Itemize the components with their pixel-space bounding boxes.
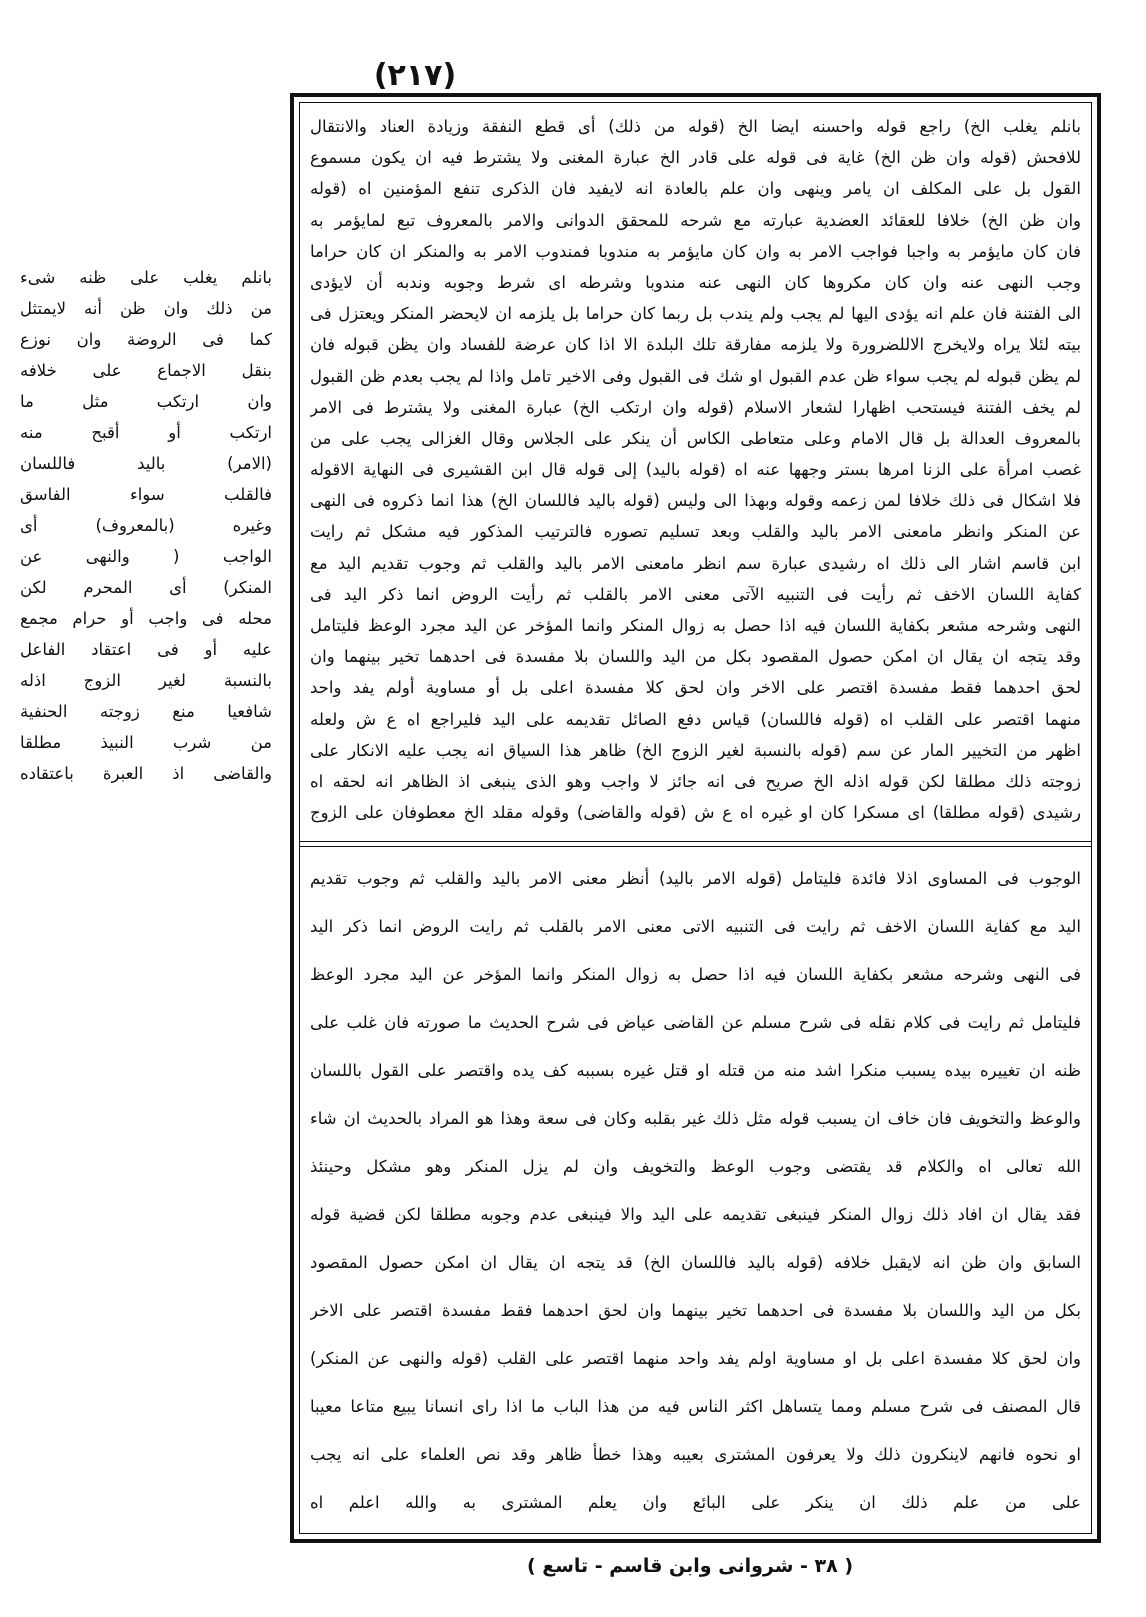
upper-line: فان كان مايؤمر به واجبا فواجب الامر به وان كان مايؤمر به مندوبا فمندوب الامر به والمنكر ان كان حراما: [310, 241, 1081, 261]
lower-line: السابق وان ظن انه لايقبل خلافه (قوله باليد فاللسان الخ) قد يتجه ان يقال ان امكن حصول المقصود: [310, 1253, 1081, 1272]
upper-line: وقد يتجه ان يقال ان امكن حصول المقصود بكل من اليد واللسان بلا مفسدة فى احدهما تخير بينهما وان: [310, 647, 1081, 667]
upper-line: فلا اشكال فى ذلك خلافا لمن زعمه وقوله وبهذا الى وليس (قوله باليد فاللسان الخ) هذا انما ذكروه فى النهى: [310, 491, 1081, 511]
upper-line: عن المنكر وانظر مامعنى الامر باليد والقلب وبعد تسليم تصوره فالترتيب المذكور فيه مشكل ثم رايت: [310, 522, 1081, 542]
margin-line: الواجب ( والنهى عن: [20, 547, 272, 566]
lower-commentary: [310, 855, 1081, 1527]
upper-line: كفاية اللسان الاخف ثم رأيت فى التنبيه الآتى معنى الامر بالقلب ثم رأيت الروض انما ذكر اليد فى: [310, 584, 1081, 604]
upper-line: زوجته ذلك مطلقا لكن قوله اذله الخ صريح فى انه جائز لا واجب وهو الذى ينبغى اذ الظاهر انه لحقه اه: [310, 771, 1081, 791]
lower-line: على من علم ذلك ان ينكر على البائع وان يعلم المشترى به والله اعلم اه: [310, 1493, 1081, 1512]
page-number: (٢١٧): [373, 58, 457, 93]
margin-line: بنقل الاجماع على خلافه: [20, 361, 272, 380]
upper-line: للافحش (قوله وان ظن الخ) غاية فى قوله على قادر الخ عبارة المغنى ولا يشترط فيه ان يكون مسموع: [310, 148, 1081, 168]
lower-line: بكل من اليد واللسان بلا مفسدة فى احدهما تخير بينهما وان لحق احدهما فقط مفسدة اقتصر على الاخر: [310, 1301, 1081, 1320]
upper-line: الى الفتنة فان علم انه يؤدى اليها لم يجب ولم يندب بل ربما كان حراما بل يلزمه ان لايحضر المنكر ويعتزل فى: [310, 304, 1081, 324]
lower-line: وان لحق كلا مفسدة اعلى بل او مساوية اولم يفد واحد منهما اقتصر على القلب (قوله والنهى عن المنكر): [310, 1349, 1081, 1368]
margin-line: من ذلك وان ظن أنه لايمتثل: [20, 299, 272, 318]
section-divider: [300, 841, 1091, 847]
lower-line: ظنه ان تغييره بيده يسبب منكرا اشد منه من قتله او قتل غيره بسببه كف يده واقتصر على القول باللسان: [310, 1061, 1081, 1080]
lower-line: او نحوه فانهم لاينكرون ذلك ولا يعرفون المشترى بعيبه وهذا خطأ ظاهر وقد نص العلماء على انه يجب: [310, 1445, 1081, 1464]
lower-line: الله تعالى اه والكلام قد يقتضى وجوب الوعظ والتخويف وان لم يزل المنكر وهو مشكل وحينئذ: [310, 1157, 1081, 1176]
lower-line: اليد مع كفاية اللسان الاخف ثم رايت فى التنبيه الاتى معنى الامر بالقلب ثم رايت الروض انما ذكر اليد: [310, 917, 1081, 936]
margin-line: وان ارتكب مثل ما: [20, 392, 272, 411]
upper-line: بانلم يغلب الخ) راجع قوله واحسنه ايضا الخ (قوله من ذلك) أى قطع النفقة وزيادة العناد والانتقال: [310, 117, 1081, 136]
upper-line: بالمعروف العدالة بل قال الامام وعلى متعاطى الكاس أن ينكر على الجلاس وقال الغزالى يجب على من: [310, 428, 1081, 448]
lower-line: فليتامل ثم رايت فى كلام نقله فى شرح مسلم عن القاضى عياض فى شرح الحديث ما صورته فان غلب على: [310, 1013, 1081, 1032]
margin-line: من شرب النبيذ مطلقا: [20, 733, 272, 752]
commentary-frame: [290, 93, 1101, 1543]
upper-line: لحق احدهما فقط مفسدة اقتصر على الاخر وان لحق كلا مفسدة اعلى بل أو مساوية أولم يفد واحد: [310, 678, 1081, 698]
footer-signature: ( ٣٨ - شروانى وابن قاسم - تاسع ): [526, 1555, 854, 1577]
margin-line: شافعيا منع زوجته الحنفية: [20, 702, 272, 721]
lower-line: والوعظ والتخويف فان خاف ان يسبب قوله مثل ذلك غير بقلبه وكان فى سعة وهذا هو المراد بالحديث ان شاء: [310, 1109, 1081, 1128]
margin-line: بانلم يغلب على ظنه شىء: [20, 268, 272, 287]
upper-line: رشيدى (قوله مطلقا) اى مسكرا كان او غيره اه ع ش (قوله والقاضى) وقوله مقلد الخ معطوفان على الزوج: [310, 803, 1081, 823]
margin-text: [20, 262, 272, 789]
upper-line: وان ظن الخ) خلافا للعقائد العضدية عبارته مع شرحه للمحقق الدوانى والامر بالمعروف تبع لمايؤمر به: [310, 210, 1081, 230]
upper-line: منهما اقتصر على القلب اه (قوله فاللسان) قياس دفع الصائل تقديمه على اليد فليراجع اه ع ش ولعله: [310, 709, 1081, 729]
margin-line: وغيره (بالمعروف) أى: [20, 516, 272, 535]
upper-commentary: [310, 111, 1081, 828]
upper-line: لم يخف الفتنة فيستحب اظهارا لشعار الاسلام (قوله وان ارتكب الخ) عبارة المغنى ولا يشترط فى الامر: [310, 397, 1081, 417]
upper-line: القول بل على المكلف ان يامر وينهى وان علم بالعادة انه لايفيد فان الذكرى تنفع المؤمنين اه (قوله: [310, 179, 1081, 199]
margin-line: بالنسبة لغير الزوج اذله: [20, 671, 272, 690]
margin-line: فالقلب سواء الفاسق: [20, 485, 272, 504]
inner-border: [299, 102, 1092, 1534]
margin-line: محله فى واجب أو حرام مجمع: [20, 609, 272, 628]
lower-line: الوجوب فى المساوى اذلا فائدة فليتامل (قوله الامر باليد) أنظر معنى الامر باليد والقلب ثم وجوب تقديم: [310, 869, 1081, 888]
margin-line: والقاضى اذ العبرة باعتقاده: [20, 764, 272, 783]
lower-line: فى النهى وشرحه مشعر بكفاية اللسان فيه اذا حصل به زوال المنكر وانما المؤخر عن اليد مجرد الوعظ: [310, 965, 1081, 984]
margin-line: كما فى الروضة وان نوزع: [20, 330, 272, 349]
upper-line: بيته لئلا يراه ولايخرج الاللضرورة ولا يلزمه مفارقة تلك البلدة الا اذا كان عرضة للفساد وان يظن قبوله فان: [310, 335, 1081, 355]
margin-line: المنكر) أى المحرم لكن: [20, 578, 272, 597]
upper-line: ابن قاسم اشار الى ذلك اه رشيدى عبارة سم انظر مامعنى الامر باليد والقلب ثم وجوب تقديم اليد مع: [310, 553, 1081, 573]
margin-line: ارتكب أو أقبح منه: [20, 423, 272, 442]
upper-line: اظهر من التخيير المار عن سم (قوله بالنسبة لغير الزوج الخ) ظاهر هذا السياق انه يجب عليه الانكار على: [310, 740, 1081, 760]
upper-line: غصب امرأة على الزنا امرها بستر وجهها عنه اه (قوله باليد) إلى قوله قال ابن القشيرى فى النهاية الاقوله: [310, 460, 1081, 480]
upper-line: النهى وشرحه مشعر بكفاية اللسان فيه اذا حصل به زوال المنكر وانما المؤخر عن اليد مجرد الوعظ فليتامل: [310, 616, 1081, 635]
lower-line: فقد يقال ان افاد ذلك زوال المنكر فينبغى تقديمه على اليد والا فينبغى عدم وجوبه مطلقا لكن قضية قوله: [310, 1205, 1081, 1224]
margin-line: (الامر) باليد فاللسان: [20, 454, 272, 473]
margin-line: عليه أو فى اعتقاد الفاعل: [20, 640, 272, 659]
upper-line: وجب النهى عنه وان كان مكروها كان النهى عنه مندوبا وشرطه اى شرط وجوبه وندبه أن لايؤدى: [310, 272, 1081, 292]
upper-line: لم يظن قبوله لم يجب سواء ظن عدم القبول او شك فى القبول وفى الاخير تامل واذا لم يجب بعدم ظن القبول: [310, 366, 1081, 386]
lower-line: قال المصنف فى شرح مسلم ومما يتساهل اكثر الناس فيه من هذا الباب ما اذا راى انسانا يبيع متاعا معيبا: [310, 1397, 1081, 1416]
